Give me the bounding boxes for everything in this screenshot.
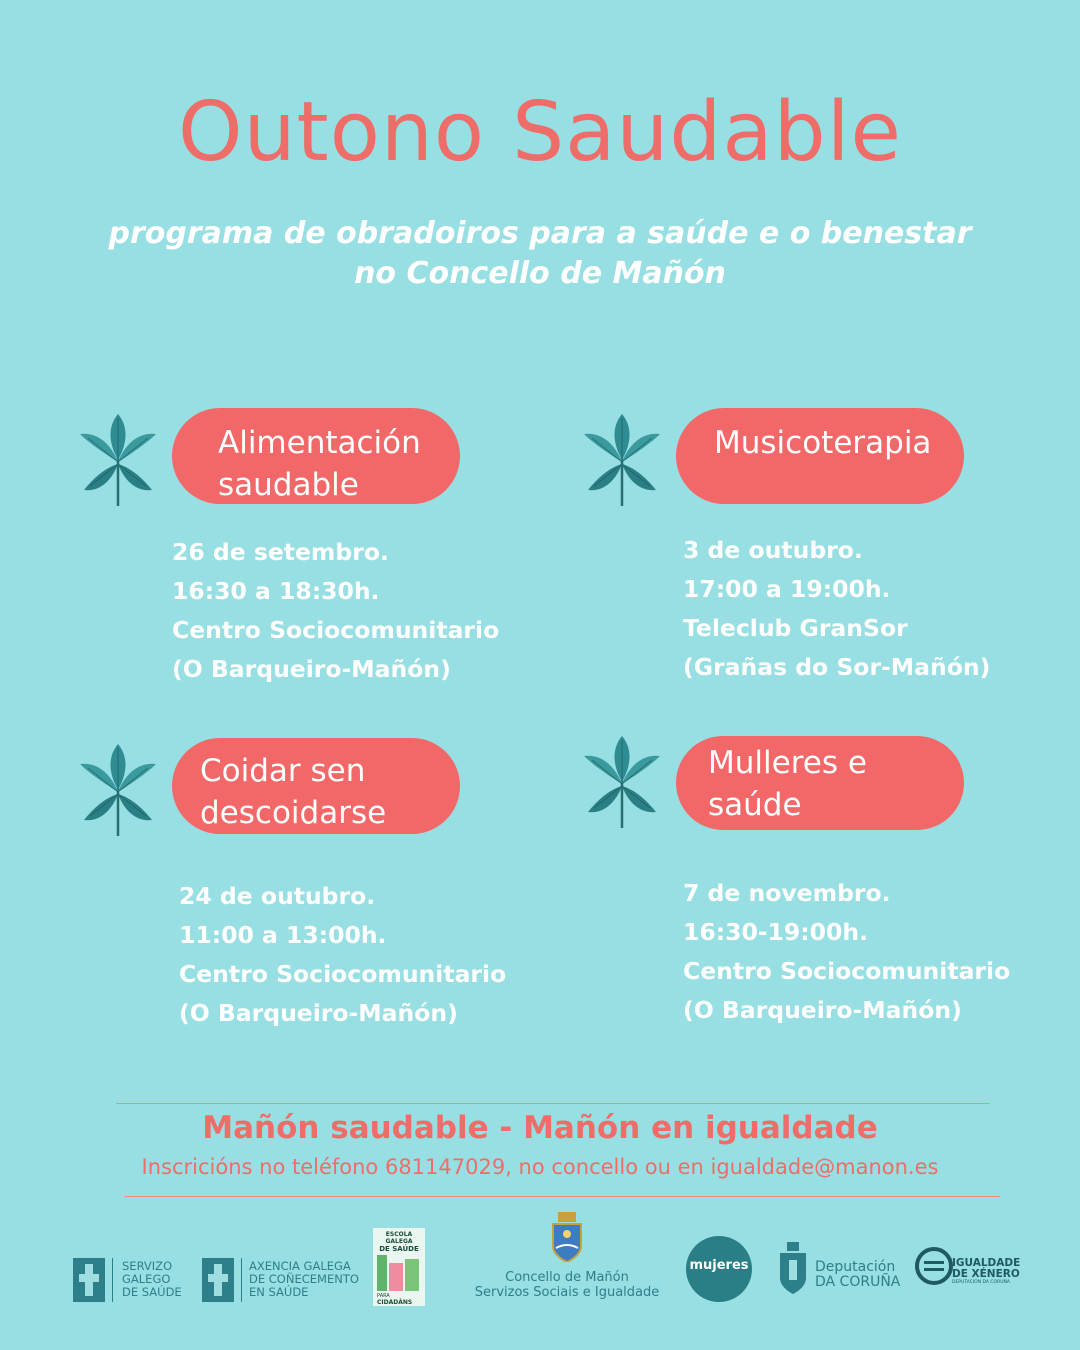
workshop-2-label-line-1: Musicoterapia: [714, 425, 932, 461]
deputacion-line-1: Deputación: [815, 1259, 896, 1275]
workshop-4-time: 16:30-19:00h.: [683, 918, 869, 946]
workshop-3-place: Centro Sociocomunitario: [179, 960, 507, 988]
divider-top: [116, 1103, 990, 1104]
acis-line-1: AXENCIA GALEGA: [249, 1259, 351, 1273]
leaf-icon: [582, 734, 662, 830]
workshop-3-label-line-1: Coidar sen: [200, 753, 366, 789]
workshop-1-area: (O Barqueiro-Mañón): [172, 655, 451, 683]
deputacion-logo: [815, 1260, 900, 1290]
workshop-3-time: 11:00 a 13:00h.: [179, 921, 387, 949]
workshop-4-details: [683, 874, 1010, 1030]
escola-line-3: PARA: [377, 1293, 390, 1299]
deputacion-emblem-icon: [778, 1242, 808, 1294]
workshop-4-badge: [676, 736, 964, 830]
acis-separator: [241, 1258, 242, 1302]
workshop-2-date: 3 de outubro.: [683, 536, 863, 564]
workshop-2-area: (Grañas do Sor-Mañón): [683, 653, 991, 681]
igualdade-line-1: IGUALDADE: [952, 1257, 1021, 1269]
workshop-4-date: 7 de novembro.: [683, 879, 891, 907]
workshop-1-badge: [172, 408, 460, 504]
deputacion-line-2: DA CORUÑA: [815, 1274, 901, 1290]
escola-line-4: CIDADÁNS: [377, 1299, 413, 1306]
workshop-3-area: (O Barqueiro-Mañón): [179, 999, 458, 1027]
igualdade-line-3: DEPUTACIÓN DA CORUÑA: [952, 1280, 1010, 1285]
workshop-4-label-line-2: saúde: [708, 787, 802, 823]
concello-logo: [450, 1270, 684, 1300]
workshop-4-area: (O Barqueiro-Mañón): [683, 996, 962, 1024]
igualdade-logo: [952, 1258, 1020, 1286]
contact-info: Inscricións no teléfono 681147029, no concello ou en igualdade@manon.es: [141, 1155, 939, 1179]
divider-bottom: [124, 1196, 1000, 1197]
workshop-2-time: 17:00 a 19:00h.: [683, 575, 891, 603]
workshop-4-label-line-1: Mulleres e: [708, 745, 867, 781]
page-title: Outono Saudable: [178, 85, 902, 180]
sergas-line-3: DE SAÚDE: [122, 1285, 182, 1299]
leaf-icon: [78, 412, 158, 508]
igualdade-emblem-icon: [914, 1246, 954, 1286]
leaf-icon: [78, 742, 158, 838]
workshop-2-place: Teleclub GranSor: [683, 614, 908, 642]
mujeres-logo: [686, 1236, 752, 1302]
workshop-1-place: Centro Sociocomunitario: [172, 616, 500, 644]
sergas-emblem-icon: [73, 1258, 105, 1302]
workshop-1-details: [172, 533, 499, 689]
concello-line-1: Concello de Mañón: [505, 1270, 629, 1285]
escola-line-2: DE SAÚDE: [379, 1245, 419, 1253]
escola-graphic-icon: [373, 1253, 425, 1293]
concello-line-2: Servizos Sociais e Igualdade: [474, 1285, 660, 1300]
sergas-separator: [112, 1258, 113, 1302]
escola-logo: [373, 1228, 425, 1306]
workshop-3-badge: [172, 738, 460, 834]
acis-line-3: EN SAÚDE: [249, 1285, 309, 1299]
workshop-2-details: [683, 531, 990, 687]
subtitle-line-1: programa de obradoiros para a saúde e o benestar: [108, 216, 972, 251]
workshop-4-place: Centro Sociocomunitario: [683, 957, 1011, 985]
workshop-1-time: 16:30 a 18:30h.: [172, 577, 380, 605]
sergas-logo: [122, 1260, 182, 1299]
concello-coat-of-arms-icon: [550, 1212, 584, 1262]
mujeres-label: mujeres: [689, 1258, 749, 1273]
workshop-3-details: [179, 877, 506, 1033]
workshop-3-label-line-2: descoidarse: [200, 795, 387, 831]
acis-emblem-icon: [202, 1258, 234, 1302]
subtitle-line-2: no Concello de Mañón: [354, 256, 726, 291]
leaf-icon: [582, 412, 662, 508]
workshop-1-label-line-1: Alimentación: [218, 425, 421, 461]
sergas-line-1: SERVIZO: [122, 1259, 173, 1273]
page-subtitle: [0, 214, 1080, 294]
escola-line-1: ESCOLA GALEGA: [385, 1231, 413, 1245]
slogan: Mañón saudable - Mañón en igualdade: [202, 1110, 878, 1146]
sergas-line-2: GALEGO: [122, 1272, 171, 1286]
workshop-1-date: 26 de setembro.: [172, 538, 389, 566]
acis-logo: [249, 1260, 359, 1299]
workshop-1-label-line-2: saudable: [218, 467, 359, 503]
workshop-2-badge: [676, 408, 964, 504]
acis-line-2: DE COÑECEMENTO: [249, 1272, 359, 1286]
workshop-3-date: 24 de outubro.: [179, 882, 376, 910]
igualdade-line-2: DE XÉNERO: [952, 1268, 1020, 1280]
